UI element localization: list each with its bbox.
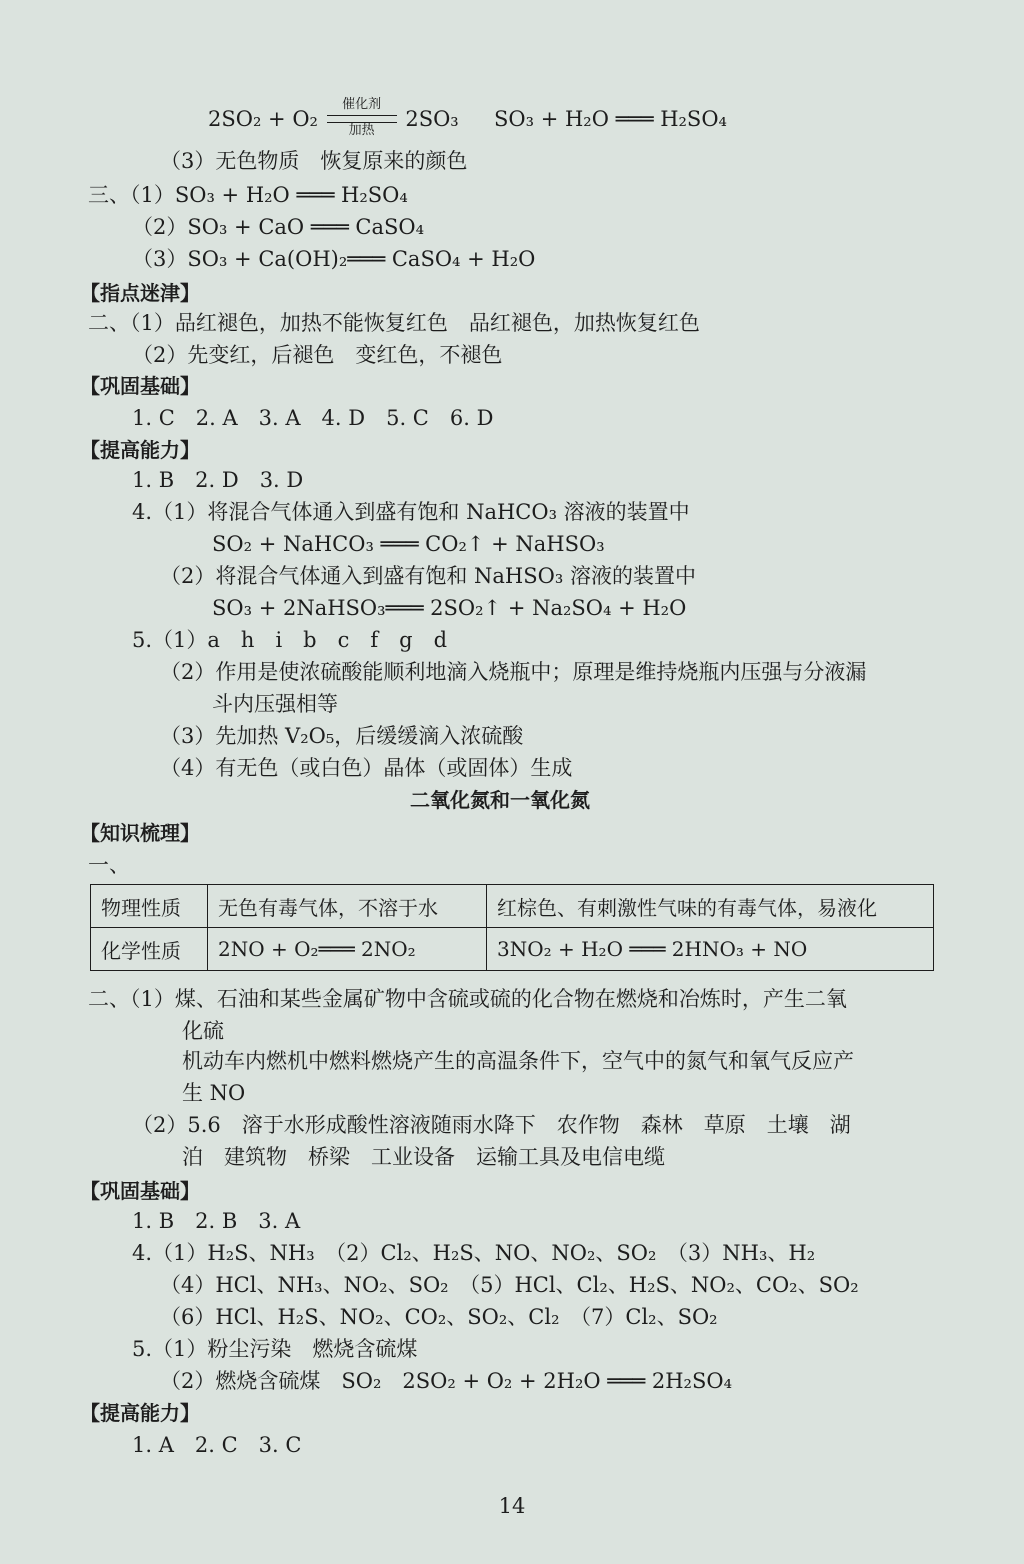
text-line: （3）先加热 V₂O₅，后缓缓滴入浓硫酸	[160, 724, 524, 748]
text-line: 泊 建筑物 桥梁 工业设备 运输工具及电信电缆	[182, 1145, 665, 1169]
equilibrium-arrow-icon	[327, 115, 397, 123]
section-header: 【提高能力】	[80, 438, 200, 462]
equation-line-1	[208, 97, 459, 138]
table-cell: 无色有毒气体，不溶于水	[208, 885, 487, 928]
text-line: （2）燃烧含硫煤 SO₂ 2SO₂ + O₂ + 2H₂O ═══ 2H₂SO₄	[160, 1369, 732, 1393]
text-line: 1. B 2. B 3. A	[132, 1209, 301, 1233]
text-line: （6）HCl、H₂S、NO₂、CO₂、SO₂、Cl₂ （7）Cl₂、SO₂	[160, 1305, 718, 1329]
text-line: （2）作用是使浓硫酸能顺利地滴入烧瓶中；原理是维持烧瓶内压强与分液漏	[160, 660, 867, 684]
section-header: 【指点迷津】	[80, 281, 200, 305]
text-line: （4）有无色（或白色）晶体（或固体）生成	[160, 756, 573, 780]
section-header: 【知识梳理】	[80, 821, 200, 845]
text-line: SO₃ + 2NaHSO₃═══ 2SO₂↑ + Na₂SO₄ + H₂O	[212, 596, 687, 620]
properties-table	[90, 884, 934, 971]
text-line: （2）SO₃ + CaO ═══ CaSO₄	[132, 215, 425, 239]
equation-line-1b: SO₃ + H₂O ═══ H₂SO₄	[494, 107, 727, 131]
text-line: 1. A 2. C 3. C	[132, 1433, 302, 1457]
text-line: 生 NO	[182, 1081, 246, 1105]
table-cell: 2NO + O₂═══ 2NO₂	[208, 928, 487, 971]
section-header: 【巩固基础】	[80, 1179, 200, 1203]
text-line: 机动车内燃机中燃料燃烧产生的高温条件下，空气中的氮气和氧气反应产	[182, 1049, 854, 1073]
text-line: 二、（1）品红褪色，加热不能恢复红色 品红褪色，加热恢复红色	[88, 311, 700, 335]
table-cell: 化学性质	[91, 928, 208, 971]
text-line: 4.（1）H₂S、NH₃ （2）Cl₂、H₂S、NO、NO₂、SO₂ （3）NH₃、H₂	[132, 1241, 816, 1265]
heat-label: 加热	[348, 123, 375, 138]
section-header: 【提高能力】	[80, 1401, 200, 1425]
text-line: （3）SO₃ + Ca(OH)₂═══ CaSO₄ + H₂O	[132, 247, 536, 271]
table-row	[91, 928, 934, 971]
text-line: 5.（1）a h i b c f g d	[132, 628, 448, 652]
text-line: 5.（1）粉尘污染 燃烧含硫煤	[132, 1337, 418, 1361]
table-cell: 物理性质	[91, 885, 208, 928]
eq1-left: 2SO₂ + O₂	[208, 107, 318, 131]
text-line: 一、	[88, 853, 130, 877]
eq1-right: 2SO₃	[405, 107, 459, 131]
text-line: 1. C 2. A 3. A 4. D 5. C 6. D	[132, 406, 494, 430]
catalyst-arrow	[325, 97, 399, 138]
section-title: 二氧化氮和一氧化氮	[410, 788, 590, 812]
text-line: （2）先变红，后褪色 变红色，不褪色	[132, 343, 503, 367]
text-line: （2）5.6 溶于水形成酸性溶液随雨水降下 农作物 森林 草原 土壤 湖	[132, 1113, 851, 1137]
table-cell: 红棕色、有刺激性气味的有毒气体，易液化	[487, 885, 934, 928]
text-line: （3）无色物质 恢复原来的颜色	[160, 149, 468, 173]
section-header: 【巩固基础】	[80, 374, 200, 398]
text-line: （2）将混合气体通入到盛有饱和 NaHSO₃ 溶液的装置中	[160, 564, 696, 588]
text-line: 4.（1）将混合气体通入到盛有饱和 NaHCO₃ 溶液的装置中	[132, 500, 690, 524]
text-line: 三、（1）SO₃ + H₂O ═══ H₂SO₄	[88, 183, 408, 207]
text-line: （4）HCl、NH₃、NO₂、SO₂ （5）HCl、Cl₂、H₂S、NO₂、CO₂、SO₂	[160, 1273, 859, 1297]
text-line: 二、（1）煤、石油和某些金属矿物中含硫或硫的化合物在燃烧和冶炼时，产生二氧	[88, 987, 847, 1011]
page-number: 14	[498, 1494, 526, 1518]
text-line: SO₂ + NaHCO₃ ═══ CO₂↑ + NaHSO₃	[212, 532, 605, 556]
text-line: 斗内压强相等	[212, 692, 338, 716]
text-line: 化硫	[182, 1019, 224, 1043]
catalyst-label: 催化剂	[342, 97, 382, 112]
table-cell: 3NO₂ + H₂O ═══ 2HNO₃ + NO	[487, 928, 934, 971]
text-line: 1. B 2. D 3. D	[132, 468, 304, 492]
table-row	[91, 885, 934, 928]
